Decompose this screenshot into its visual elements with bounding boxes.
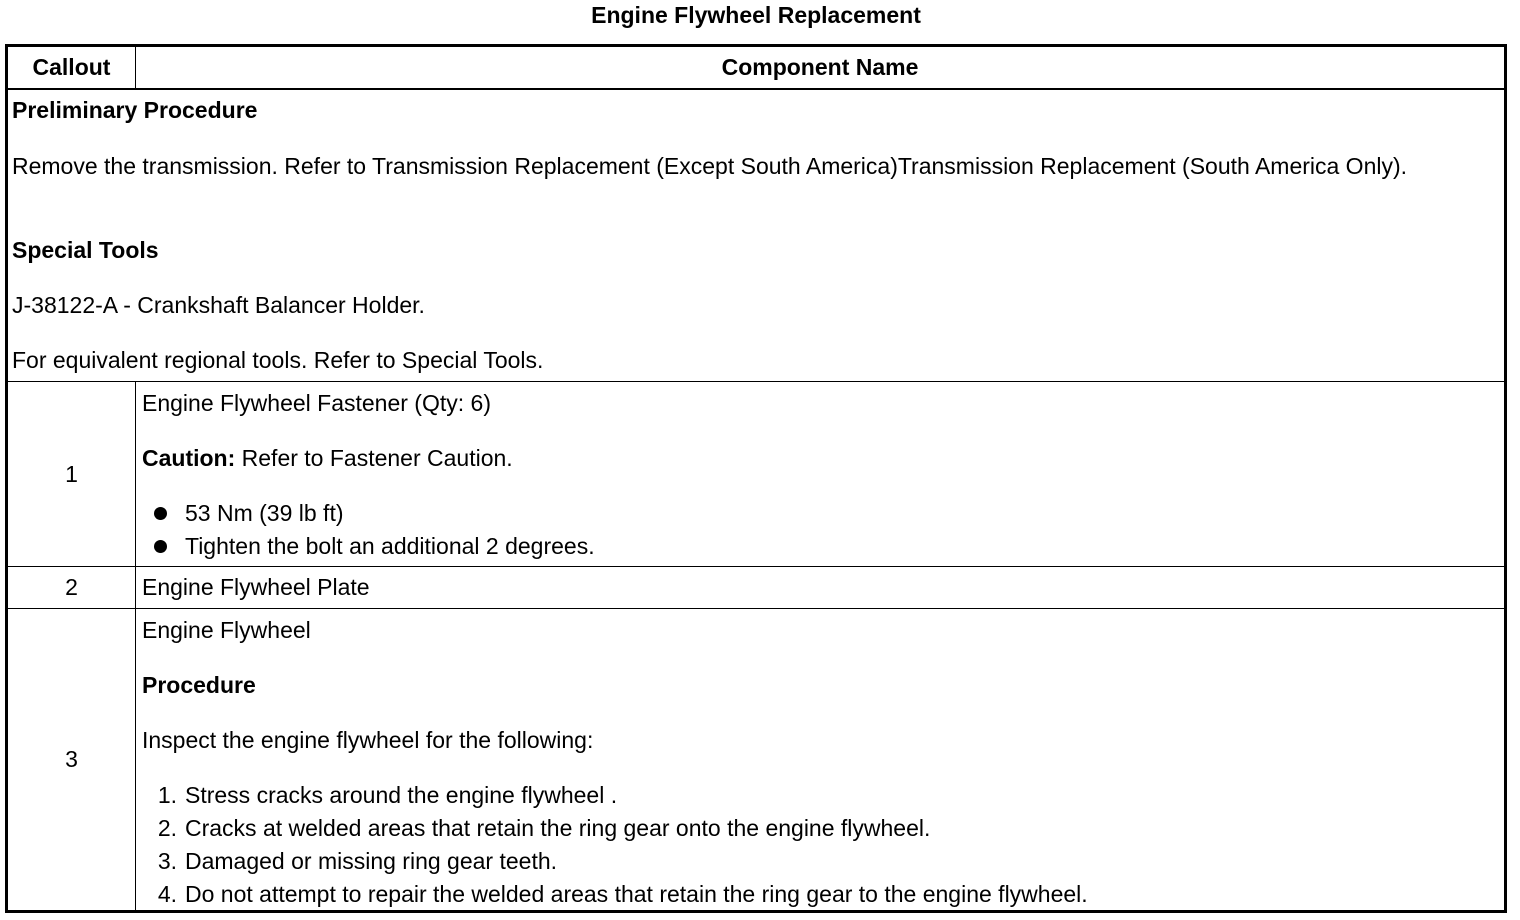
list-item-text: 53 Nm (39 lb ft) xyxy=(185,500,344,526)
caution-text: Refer to Fastener Caution. xyxy=(235,445,513,471)
caution-note xyxy=(142,442,513,475)
table-row xyxy=(8,609,1504,910)
procedure-heading: Procedure xyxy=(142,672,256,698)
table-row xyxy=(8,382,1504,567)
torque-spec-list xyxy=(151,497,595,563)
callout-cell: 3 xyxy=(8,609,136,910)
component-cell xyxy=(136,382,1504,566)
table-header-row xyxy=(8,47,1504,90)
list-item xyxy=(151,878,1088,911)
list-item xyxy=(151,779,1088,812)
document-title: Engine Flywheel Replacement xyxy=(591,2,921,28)
callout-cell: 2 xyxy=(8,567,136,608)
preliminary-procedure-heading: Preliminary Procedure xyxy=(12,97,258,123)
preliminary-procedure-text: Remove the transmission. Refer to Transmission Replacement (Except South America)Transmission Replacement (South America Only). xyxy=(12,153,1408,179)
component-name: Engine Flywheel Plate xyxy=(142,574,370,600)
callout-cell: 1 xyxy=(8,382,136,566)
step-number: 4. xyxy=(157,881,177,907)
special-tools-heading: Special Tools xyxy=(12,237,159,263)
callout-header: Callout xyxy=(8,47,136,88)
preliminary-procedure-cell xyxy=(8,90,1504,381)
list-item-text: Damaged or missing ring gear teeth. xyxy=(185,848,558,874)
step-number: 1. xyxy=(157,782,177,808)
bullet-icon xyxy=(151,530,185,563)
caution-label: Caution: xyxy=(142,445,236,471)
preliminary-procedure-row xyxy=(8,90,1504,382)
component-name: Engine Flywheel xyxy=(142,617,311,643)
special-tool-item: J-38122-A - Crankshaft Balancer Holder. xyxy=(12,292,425,318)
list-item-text: Cracks at welded areas that retain the ring gear onto the engine flywheel. xyxy=(185,815,931,841)
table-row xyxy=(8,567,1504,609)
step-number: 3. xyxy=(157,848,177,874)
bullet-icon xyxy=(151,497,185,530)
equivalent-tools-note: For equivalent regional tools. Refer to Special Tools. xyxy=(12,347,544,373)
inspect-text: Inspect the engine flywheel for the following: xyxy=(142,727,594,753)
list-item xyxy=(151,812,1088,845)
step-number: 2. xyxy=(157,815,177,841)
list-item-text: Tighten the bolt an additional 2 degrees. xyxy=(185,533,595,559)
component-name-header: Component Name xyxy=(721,54,919,80)
list-item xyxy=(151,497,595,530)
list-item xyxy=(151,530,595,563)
list-item xyxy=(151,845,1088,878)
inspection-steps-list xyxy=(151,779,1088,911)
component-name: Engine Flywheel Fastener (Qty: 6) xyxy=(142,390,491,416)
component-cell xyxy=(136,609,1504,910)
list-item-text: Stress cracks around the engine flywheel . xyxy=(185,782,618,808)
list-item-text: Do not attempt to repair the welded areas that retain the ring gear to the engine flywheel. xyxy=(185,881,1088,907)
component-cell xyxy=(136,567,1504,608)
components-table xyxy=(5,44,1507,913)
